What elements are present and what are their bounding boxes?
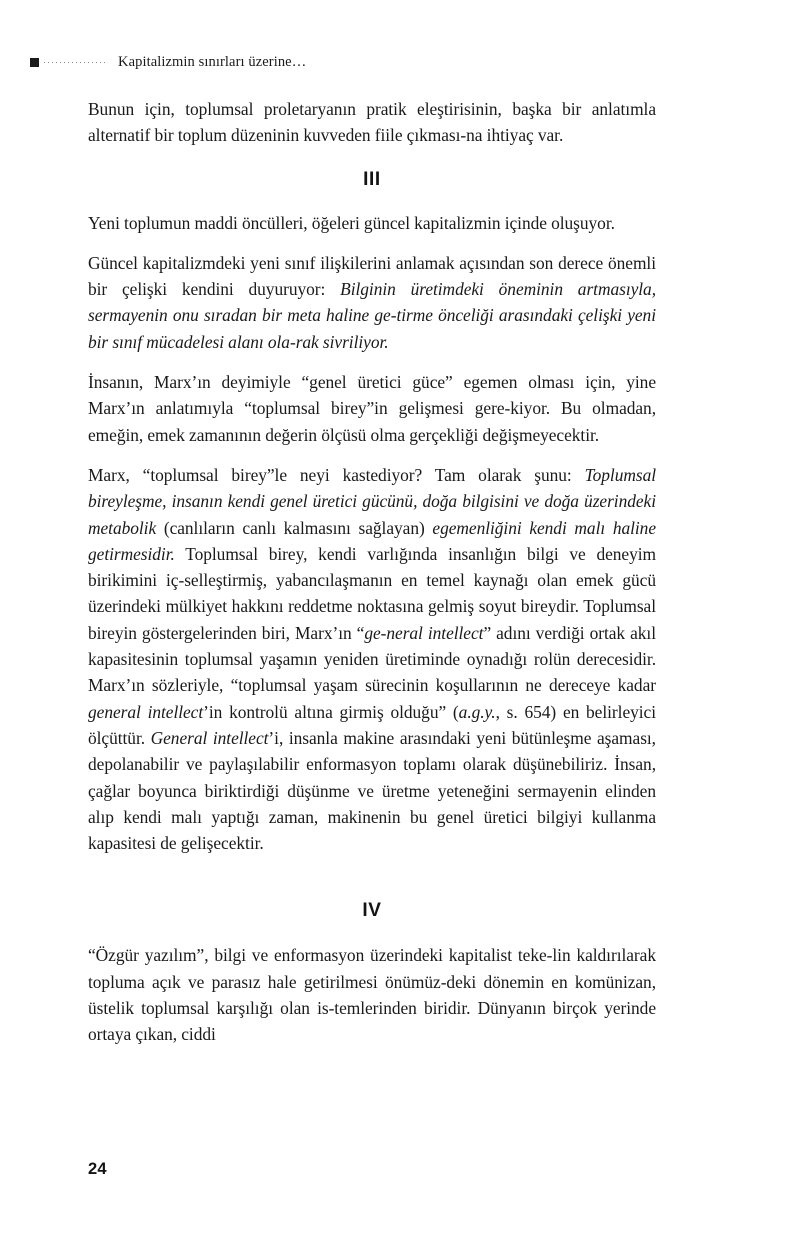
section-number-three: III	[363, 168, 381, 190]
paragraph-3	[88, 250, 656, 355]
p5-italic-run-5: a.g.y.	[458, 701, 496, 722]
paragraph-2: Yeni toplumun maddi öncülleri, öğeleri güncel kapitalizmin içinde oluşuyor.	[88, 212, 615, 233]
section-number-four: IV	[362, 900, 382, 922]
running-header	[30, 50, 670, 74]
text-column	[88, 96, 656, 1048]
p5-roman-run-6: , s. 654) en belirleyici ölçüttür.	[88, 701, 656, 748]
p5-italic-run-6: General intellect	[150, 727, 269, 748]
paragraph-5	[88, 462, 656, 856]
square-bullet-icon	[30, 58, 39, 67]
page-number: 24	[88, 1160, 107, 1178]
p5-italic-run-2: egemenliğini kendi malı haline getirmesidir.	[88, 517, 656, 564]
p5-roman-run-1: Marx, “toplumsal birey”le neyi kastediyor? Tam olarak şunu:	[88, 464, 585, 485]
p5-roman-run-5: ’in kontrolü altına girmiş olduğu” (	[203, 701, 459, 722]
p5-italic-run-3: ge-neral intellect	[364, 622, 484, 643]
running-title: Kapitalizmin sınırları üzerine…	[118, 53, 307, 70]
dotted-leader	[44, 62, 108, 63]
paragraph-1: Bunun için, toplumsal proletaryanın pratik eleştirisinin, başka bir anlatımla alternatif bir toplum düzeninin kuvveden fiile çıkması-na ihtiyaç var.	[88, 99, 656, 146]
paragraph-4: İnsanın, Marx’ın deyimiyle “genel üretici güce” egemen olması için, yine Marx’ın anlatımıyla “toplumsal birey”in gelişmesi gere-kiyor. Bu olmadan, emeğin, emek zamanının değerin ölçüsü olma gerçekliği değişmeyecektir.	[88, 372, 656, 445]
p3-italic-run-1: Bilginin üretimdeki öneminin artmasıyla, sermayenin onu sıradan bir meta haline ge-tirme önceliği arasındaki çelişki yeni bir sınıf mücadelesi alanı ola-rak sivriliyor.	[88, 279, 657, 352]
p5-italic-run-4: general intellect	[88, 701, 204, 722]
paragraph-6: “Özgür yazılım”, bilgi ve enformasyon üzerindeki kapitalist teke-lin kaldırılarak topluma açık ve parasız hale getirilmesi önümüz-deki dönemin en komünizan, üstelik toplumsal karşılığı olan is-temlerinden biridir. Dünyanın birçok yerinde ortaya çıkan, ciddi	[88, 945, 656, 1045]
p5-roman-run-2: (canlıların canlı kalmasını sağlayan)	[156, 517, 433, 538]
p5-roman-run-7: ’i, insanla makine arasındaki yeni bütünleşme aşaması, depolanabilir ve paylaşılabilir enformasyon toplamı olarak düşünebiliriz. İnsan, çağlar boyunca biriktirdiği düşünme ve üretme yeteneğini sermayenin elinden alıp kendi malı yaptığı zaman, makinenin bu genel üretici bilgiyi kullanma kapasitesi de gelişecektir.	[88, 727, 656, 854]
p3-roman-run-1: Güncel kapitalizmdeki yeni sınıf ilişkilerini anlamak açısından son derece önemli bir çelişki kendini duyuruyor:	[88, 252, 656, 300]
p5-roman-run-3: Toplumsal birey, kendi varlığında insanlığın bilgi ve deneyim birikimini iç-selleştirmiş, yabancılaşmanın en temel kaynağı olan emek gücü üzerindeki mülkiyet hakkını reddetme noktasına gelmiş soyut bireydir. Toplumsal bireyin göstergelerinden biri, Marx’ın “	[88, 543, 656, 643]
p5-italic-run-1: Toplumsal bireyleşme, insanın kendi genel üretici gücünü, doğa bilgisini ve doğa üzerindeki metabolik	[88, 464, 656, 538]
p5-roman-run-4: ” adını verdiği ortak akıl kapasitesinin toplumsal yaşamın yeniden üretiminde oynadığı rolün derecesidir. Marx’ın sözleriyle, “toplumsal yaşam sürecinin koşullarının ne dereceye kadar	[88, 622, 656, 696]
